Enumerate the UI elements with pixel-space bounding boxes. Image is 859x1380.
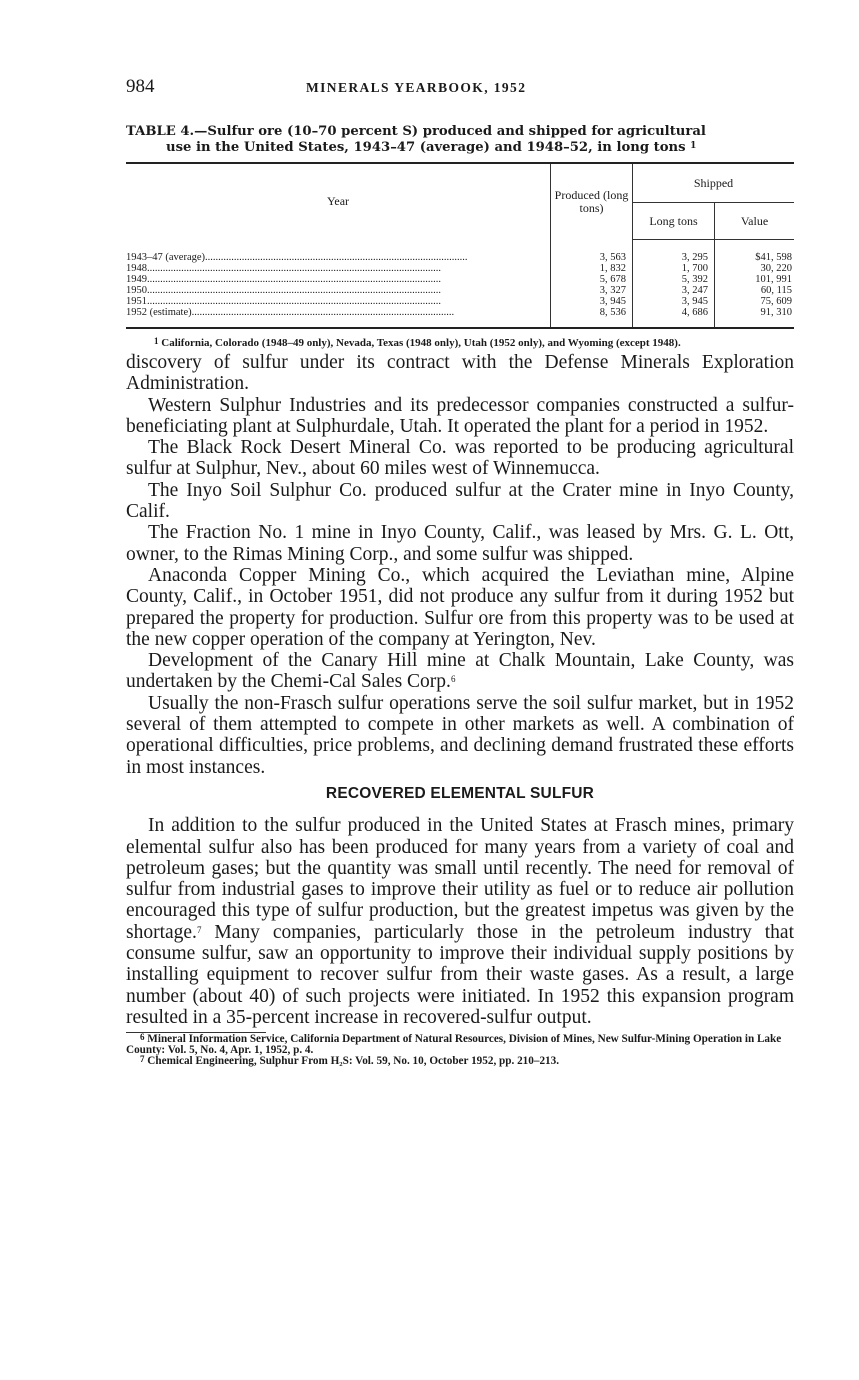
paragraph-text: Many companies, particularly those in the petroleum industry that consume sulfur, saw an opportunity to improve their individual supply positions by installing equipment to recover sulfur from their waste gases. As a result, a large number (about 40) of such projects were initiated. In 1952 this expansion program resulted in a 35-percent increase in recovered-sulfur output. bbox=[126, 921, 794, 1028]
row-value: 60, 115 bbox=[760, 285, 792, 297]
paragraph-text: Development of the Canary Hill mine at Chalk Mountain, Lake County, was undertaken by the Chemi-Cal Sales Corp. bbox=[126, 650, 794, 693]
footnote-text: Chemical Engineering, Sulphur From H₂S: Vol. 59, No. 10, October 1952, pp. 210–213. bbox=[147, 1055, 560, 1068]
paragraph: Anaconda Copper Mining Co., which acquired the Leviathan mine, Alpine County, Calif., in October 1951, did not produce any sulfur from it during 1952 but prepared the property for production. Sulfur ore from this property was to be used at the new copper operation of the company at Yerington, Nev. bbox=[126, 564, 794, 650]
row-year: 1949................................................................................................................ bbox=[126, 275, 551, 286]
table-footnote-text: California, Colorado (1948–49 only), Nevada, Texas (1948 only), Utah (1952 only), and Wyoming (except 1948). bbox=[161, 337, 681, 349]
header-year: Year bbox=[126, 163, 551, 240]
running-head bbox=[126, 76, 794, 98]
paragraph bbox=[126, 815, 794, 1028]
paragraph: The Fraction No. 1 mine in Inyo County, Calif., was leased by Mrs. G. L. Ott, owner, to the Rimas Mining Corp., and some sulfur was shipped. bbox=[126, 522, 794, 565]
row-year: 1952 (estimate).................................................................................................... bbox=[126, 308, 551, 328]
sulfur-ore-table bbox=[126, 162, 794, 329]
year-label: 1951 bbox=[126, 297, 147, 308]
row-produced: 3, 945 bbox=[551, 297, 633, 308]
footnote-ref: 6 bbox=[450, 674, 456, 685]
row-long-tons: 3, 247 bbox=[633, 286, 715, 297]
header-value: Value bbox=[715, 203, 795, 240]
year-label: 1952 (estimate) bbox=[126, 308, 192, 319]
row-value: 75, 609 bbox=[760, 296, 792, 308]
header-shipped: Shipped bbox=[633, 163, 795, 203]
row-produced: 5, 678 bbox=[551, 275, 633, 286]
table-footnote-mark: 1 bbox=[154, 336, 159, 346]
table-footnote bbox=[126, 337, 794, 349]
table-row bbox=[126, 240, 794, 265]
row-produced: 1, 832 bbox=[551, 264, 633, 275]
table-row bbox=[126, 308, 794, 328]
paragraph-text: In addition to the sulfur produced in the United States at Frasch mines, primary elemental sulfur also has been produced for many years from a variety of coal and petroleum gases; but the quantity was small until recently. The need for removal of sulfur from industrial gases to improve their utility as fuel or to reduce air pollution encouraged this type of sulfur production, but the greatest impetus was given by the shortage. bbox=[126, 815, 794, 943]
footnote bbox=[126, 1056, 794, 1067]
paragraph: The Inyo Soil Sulphur Co. produced sulfur at the Crater mine in Inyo County, Calif. bbox=[126, 479, 794, 523]
row-year: 1951................................................................................................................ bbox=[126, 297, 551, 308]
caption-line-2-wrap bbox=[126, 140, 794, 156]
body-text bbox=[126, 352, 794, 1028]
paragraph: Western Sulphur Industries and its predecessor companies constructed a sulfur-beneficiating plant at Sulphurdale, Utah. It operated the plant for a period in 1952. bbox=[126, 394, 794, 437]
row-value: 101, 991 bbox=[755, 274, 792, 286]
row-year: 1948................................................................................................................ bbox=[126, 264, 551, 275]
table-caption bbox=[126, 124, 794, 156]
section-heading: RECOVERED ELEMENTAL SULFUR bbox=[325, 784, 595, 802]
row-long-tons: 4, 686 bbox=[633, 308, 715, 328]
paragraph: Usually the non-Frasch sulfur operations serve the soil sulfur market, but in 1952 several of them attempted to compete in other markets as well. A combination of operational difficulties, price problems, and declining demand frustrated these efforts in most instances. bbox=[126, 692, 794, 778]
year-label: 1949 bbox=[126, 275, 147, 286]
row-value: 30, 220 bbox=[760, 263, 792, 275]
year-label: 1948 bbox=[126, 264, 147, 275]
row-long-tons: 1, 700 bbox=[633, 264, 715, 275]
row-year: 1950................................................................................................................ bbox=[126, 286, 551, 297]
row-value: $41, 598 bbox=[755, 252, 792, 264]
paragraph bbox=[126, 650, 794, 693]
running-title: MINERALS YEARBOOK, 1952 bbox=[306, 80, 527, 95]
footnote bbox=[126, 1034, 794, 1056]
header-long-tons: Long tons bbox=[633, 203, 715, 240]
year-label: 1943–47 (average) bbox=[126, 252, 206, 263]
caption-line-2: use in the United States, 1943–47 (average) and 1948–52, in long tons bbox=[166, 140, 686, 155]
caption-line-1: TABLE 4.—Sulfur ore (10–70 percent S) produced and shipped for agricultural bbox=[126, 124, 706, 139]
document-page bbox=[126, 76, 794, 1067]
row-produced: 3, 563 bbox=[551, 240, 633, 265]
footnote-ref: 7 bbox=[196, 924, 202, 935]
row-value: 91, 310 bbox=[715, 308, 795, 328]
footnote-text: Mineral Information Service, California Department of Natural Resources, Division of Mines, New Sulfur-Mining Operation in Lake County: Vol. 5, No. 4, Apr. 1, 1952, p. 4. bbox=[126, 1033, 782, 1057]
row-long-tons: 3, 945 bbox=[633, 297, 715, 308]
year-label: 1950 bbox=[126, 286, 147, 297]
row-produced: 8, 536 bbox=[551, 308, 633, 328]
paragraph: discovery of sulfur under its contract with the Defense Minerals Exploration Administration. bbox=[126, 352, 794, 395]
row-year: 1943–47 (average).................................................................................................... bbox=[126, 240, 551, 265]
footnote-mark: 7 bbox=[140, 1054, 145, 1065]
row-produced: 3, 327 bbox=[551, 286, 633, 297]
header-produced: Produced (long tons) bbox=[551, 163, 633, 240]
caption-footnote-ref: 1 bbox=[690, 141, 697, 151]
row-long-tons: 5, 392 bbox=[633, 275, 715, 286]
page-number: 984 bbox=[126, 76, 155, 97]
paragraph: The Black Rock Desert Mineral Co. was reported to be producing agricultural sulfur at Sulphur, Nev., about 60 miles west of Winnemucca. bbox=[126, 437, 794, 480]
row-long-tons: 3, 295 bbox=[633, 240, 715, 265]
page-footnotes bbox=[126, 1034, 794, 1067]
footnote-mark: 6 bbox=[140, 1032, 145, 1043]
